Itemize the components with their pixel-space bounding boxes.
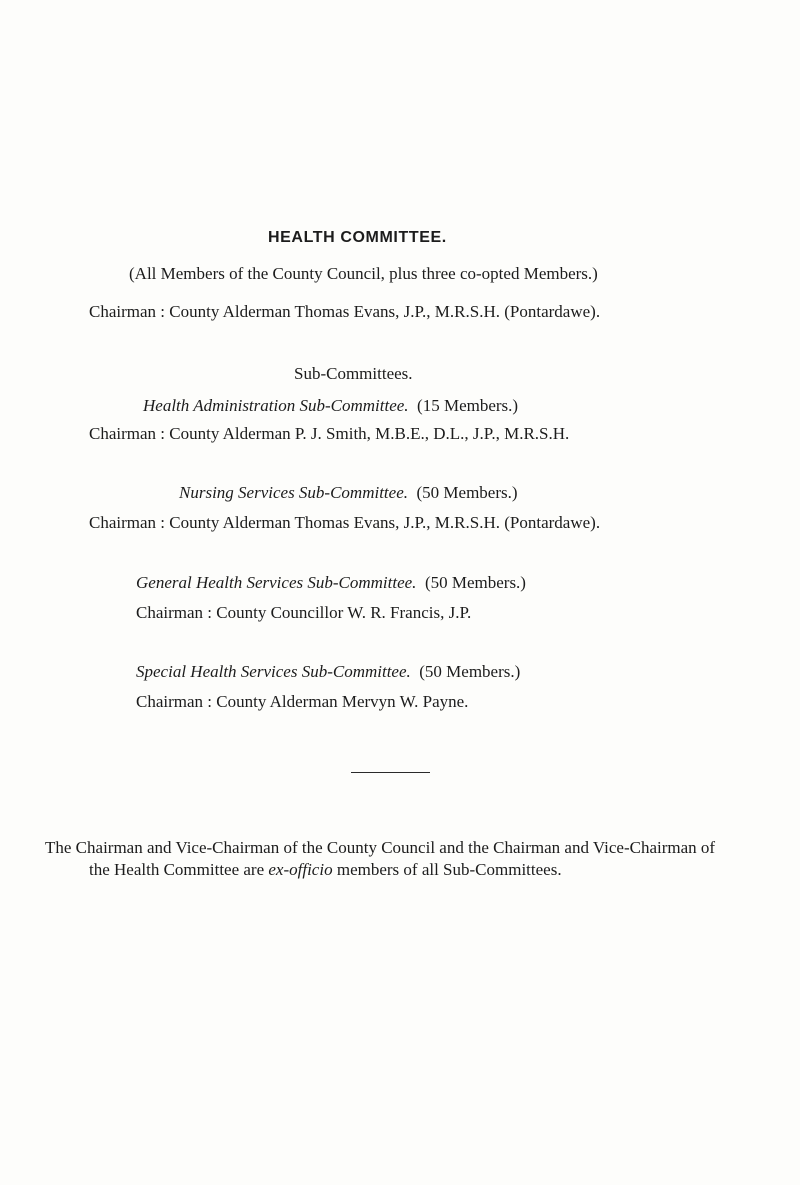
subcommittee-name: Nursing Services Sub-Committee. <box>179 483 408 502</box>
footnote-emphasis: ex-officio <box>268 860 333 879</box>
subcommittee-name: Health Administration Sub-Committee. <box>143 396 409 415</box>
subcommittee-title-general-health-services <box>136 573 526 593</box>
subcommittee-chairman: Chairman : County Alderman P. J. Smith, M.B.E., D.L., J.P., M.R.S.H. <box>89 424 570 443</box>
subcommittee-title-nursing-services <box>179 483 518 503</box>
subcommittee-title-health-administration <box>143 396 518 416</box>
subcommittee-title-special-health-services <box>136 662 520 682</box>
committee-chairman: Chairman : County Alderman Thomas Evans, J.P., M.R.S.H. (Pontardawe). <box>89 302 601 321</box>
footnote-text: members of all Sub-Committees. <box>332 860 562 879</box>
subcommittee-chairman: Chairman : County Alderman Mervyn W. Payne. <box>136 692 469 711</box>
subcommittee-chairman: Chairman : County Alderman Thomas Evans, J.P., M.R.S.H. (Pontardawe). <box>89 513 601 532</box>
section-divider <box>351 772 430 773</box>
subcommittee-chairman: Chairman : County Councillor W. R. Francis, J.P. <box>136 603 472 622</box>
subcommittee-members: (15 Members.) <box>417 396 519 415</box>
subcommittee-members: (50 Members.) <box>424 573 526 592</box>
footnote-line-1: The Chairman and Vice-Chairman of the County Council and the Chairman and Vice-Chairman of <box>45 838 716 857</box>
subcommittee-members: (50 Members.) <box>419 662 521 681</box>
subcommittees-heading: Sub-Committees. <box>294 364 413 383</box>
footnote-text: the Health Committee are <box>89 860 269 879</box>
committee-membership-note: (All Members of the County Council, plus three co-opted Members.) <box>129 264 598 283</box>
subcommittee-name: General Health Services Sub-Committee. <box>136 573 417 592</box>
page-title: HEALTH COMMITTEE. <box>268 229 447 246</box>
subcommittee-members: (50 Members.) <box>416 483 518 502</box>
subcommittee-name: Special Health Services Sub-Committee. <box>136 662 411 681</box>
footnote-line-2 <box>89 860 562 880</box>
